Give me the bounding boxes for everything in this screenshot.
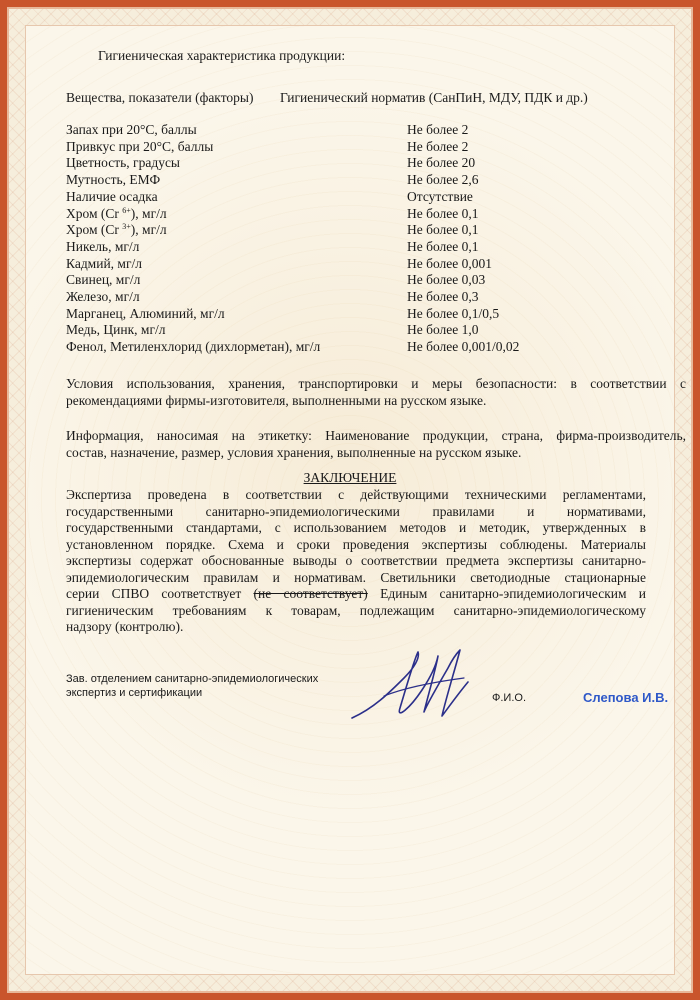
table-row-name [66, 206, 167, 222]
table-row-name [66, 222, 167, 238]
row-name-pre: Хром (Cr [66, 205, 123, 221]
table-row-value: Не более 2 [407, 138, 469, 154]
section-title: Гигиеническая характеристика продукции: [98, 48, 346, 63]
table-row-value: Отсутствие [407, 188, 473, 204]
table-row-value: Не более 0,001 [407, 255, 493, 271]
table-row-name: Фенол, Метиленхлорид (дихлорметан), мг/л [66, 339, 321, 355]
table-row-value: Не более 0,1 [407, 205, 479, 221]
conclusion-heading [26, 470, 674, 486]
conclusion-line-7 [66, 586, 646, 603]
table-row-value: Не более 20 [407, 155, 476, 171]
table-header-right: Гигиенический норматив (СанПиН, МДУ, ПДК и др.) [280, 90, 588, 105]
row-name-sup: 3+ [122, 222, 131, 232]
signatory-position [66, 672, 366, 700]
table-row-value: Не более 0,3 [407, 289, 479, 304]
row-name-sup: 6+ [122, 205, 131, 215]
table-row-name: Привкус при 20°С, баллы [66, 138, 214, 154]
usage-line-1: Условия использования, хранения, транспортировки и меры безопасности: в соответствии с [66, 376, 686, 391]
table-row-value: Не более 0,1/0,5 [407, 305, 500, 321]
table-row-value: Не более 2 [407, 122, 469, 137]
conclusion-line: эпидемиологическим правилам и нормативам. Светильники светодиодные стационарные [66, 569, 646, 585]
conclusion-line: гигиеническим требованиям к товарам, подлежащим санитарно-эпидемиологическому [66, 602, 646, 618]
conclusion-line: надзору (контролю). [66, 619, 184, 634]
row-name-pre: Хром (Cr [66, 222, 123, 238]
conclusion-heading-text: ЗАКЛЮЧЕНИЕ [303, 470, 397, 485]
table-row-value: Не более 0,1 [407, 238, 479, 254]
conclusion-line: Экспертиза проведена в соответствии с действующими техническими регламентами, [66, 487, 646, 502]
label-line-1: Информация, наносимая на этикетку: Наименование продукции, страна, фирма-производитель, [66, 428, 686, 443]
conclusion-line: экспертизы содержат обоснованные выводы о соответствии предмета экспертизы санитарно- [66, 553, 646, 568]
usage-line-2: рекомендациями фирмы-изготовителя, выполненными на русском языке. [66, 392, 487, 408]
table-row-name: Запах при 20°С, баллы [66, 122, 197, 137]
table-row-value: Не более 0,001/0,02 [407, 339, 520, 355]
table-row-name: Кадмий, мг/л [66, 255, 142, 271]
table-row-value: Не более 1,0 [407, 322, 479, 338]
complies-text: соответствует [161, 586, 242, 601]
not-complies-struck: (не соответствует) [253, 586, 368, 601]
table-row-name: Марганец, Алюминий, мг/л [66, 305, 225, 321]
conclusion-line: государственными санитарно-эпидемиологическими правилами и нормативами, [66, 503, 646, 519]
table-header-left: Вещества, показатели (факторы) [66, 90, 254, 105]
table-row-name: Мутность, ЕМФ [66, 172, 161, 188]
table-row-name: Никель, мг/л [66, 238, 140, 254]
table-row-value: Не более 0,1 [407, 222, 479, 238]
position-line-2: экспертиз и сертификации [66, 687, 203, 699]
table-row-value: Не более 0,03 [407, 272, 486, 288]
document-body [25, 25, 686, 975]
label-information [66, 428, 686, 461]
table-row-name: Цветность, градусы [66, 155, 181, 171]
table-row-value: Не более 2,6 [407, 172, 479, 188]
table-row-name: Медь, Цинк, мг/л [66, 322, 166, 338]
fio-label: Ф.И.О. [492, 692, 526, 704]
guilloche-border [7, 7, 693, 993]
table-row-name: Свинец, мг/л [66, 272, 141, 288]
table-row-name: Железо, мг/л [66, 289, 140, 304]
label-line-2: состав, назначение, размер, условия хранения, выполненные на русском языке. [66, 444, 522, 460]
table-row-name: Наличие осадка [66, 188, 158, 204]
handwritten-signature [344, 638, 484, 733]
signatory-name-stamp: Слепова И.В. [583, 690, 669, 705]
position-line-1: Зав. отделением санитарно-эпидемиологических [66, 673, 319, 685]
conclusion-line: государственными стандартами, с использованием методов и методик, утвержденных в [66, 520, 646, 535]
conclusion-line: установленном порядке. Схема и сроки проведения экспертизы соблюдены. Материалы [66, 536, 646, 552]
conclusion-text [66, 487, 646, 636]
conclusion-line-7-end: Единым санитарно-эпидемиологическим и [380, 586, 647, 601]
product-series: серии СПВО [66, 586, 150, 601]
usage-conditions [66, 376, 686, 409]
row-name-post: ), мг/л [130, 205, 167, 221]
row-name-post: ), мг/л [130, 222, 167, 238]
